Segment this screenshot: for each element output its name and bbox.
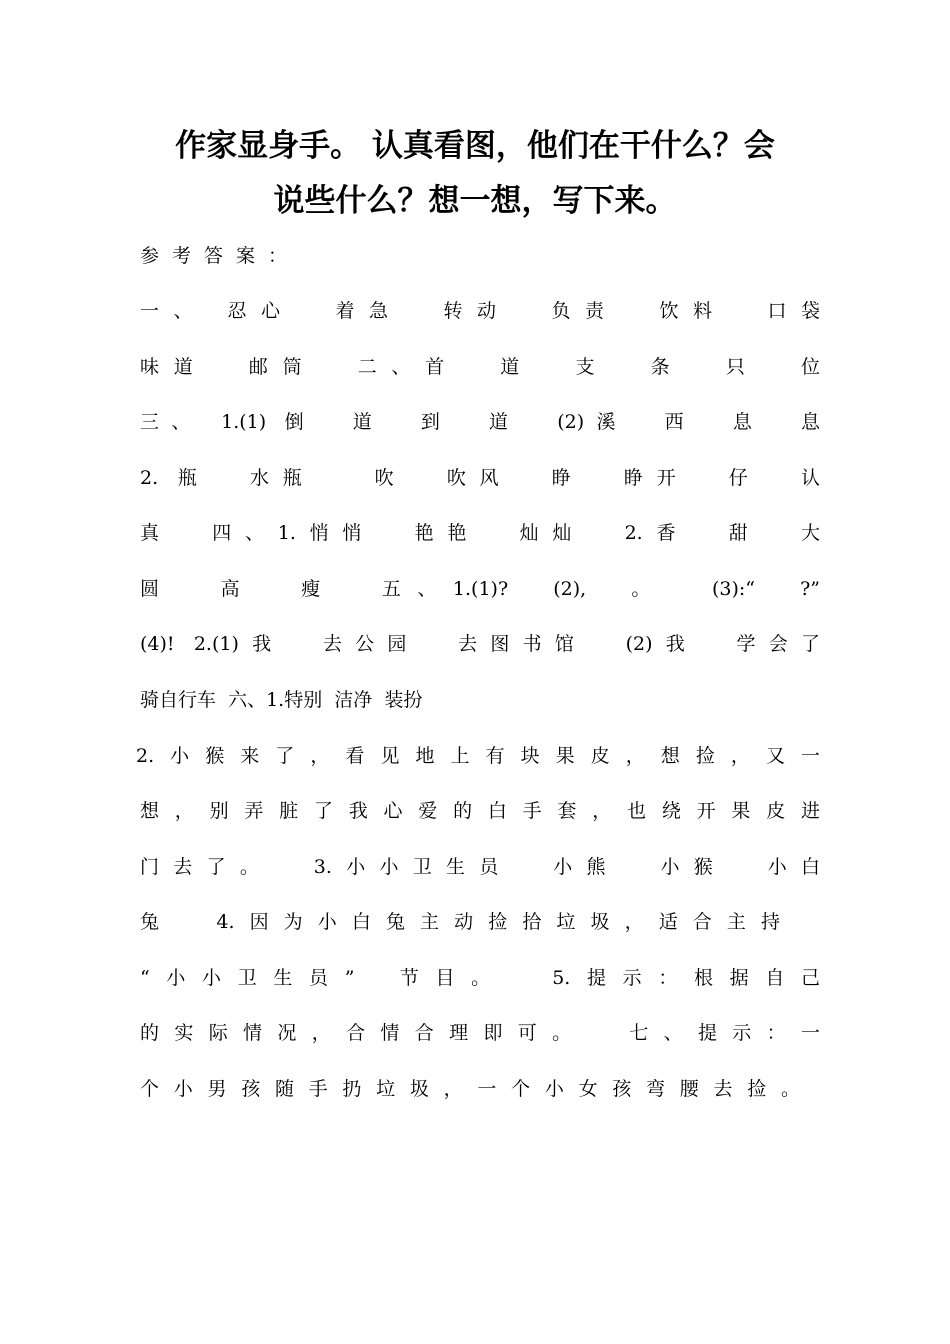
answer-line-6: 圆 高 瘦 五、1.(1)? (2), 。 (3):“ ?” <box>140 578 820 600</box>
answer-line-9: 2.小猴来了，看见地上有块果皮，想捡，又一 <box>136 745 820 767</box>
answer-line-12: 兔 4.因为小白兔主动捡拾垃圾，适合主持 <box>140 911 780 933</box>
answer-line-5: 真 四、1.悄悄 艳艳 灿灿 2.香 甜 大 <box>140 522 820 544</box>
answer-line-8: 骑自行车 六、1.特别 洁净 装扮 <box>140 689 423 711</box>
heading-line-1: 作家显身手。 认真看图，他们在干什么？会 <box>175 128 775 164</box>
answer-line-11: 门去了。 3.小小卫生员 小熊 小猴 小白 <box>140 856 820 878</box>
heading-line-2: 说些什么？想一想，写下来。 <box>273 183 677 219</box>
answer-line-13: “小小卫生员” 节目。 5.提示：根据自己 <box>140 967 820 989</box>
answer-line-14: 的实际情况，合情合理即可。 七、提示：一 <box>140 1022 820 1044</box>
answer-line-7: (4)! 2.(1)我 去公园 去图书馆 (2)我 学会了 <box>140 633 820 655</box>
answer-line-2: 味道 邮筒 二、首 道 支 条 只 位 <box>140 356 820 378</box>
answer-line-3: 三、 1.(1) 倒 道 到 道 (2)溪 西 息 息 <box>140 411 820 433</box>
answers-label: 参考答案： <box>140 245 301 267</box>
answer-line-1: 一、 忍心 着急 转动 负责 饮料 口袋 <box>140 300 820 322</box>
answer-line-10: 想，别弄脏了我心爱的白手套，也绕开果皮进 <box>140 800 820 822</box>
answer-line-15: 个小男孩随手扔垃圾，一个小女孩弯腰去捡。 <box>140 1078 800 1100</box>
answer-line-4: 2. 瓶 水瓶 吹 吹风 睁 睁开 仔 认 <box>140 467 820 489</box>
